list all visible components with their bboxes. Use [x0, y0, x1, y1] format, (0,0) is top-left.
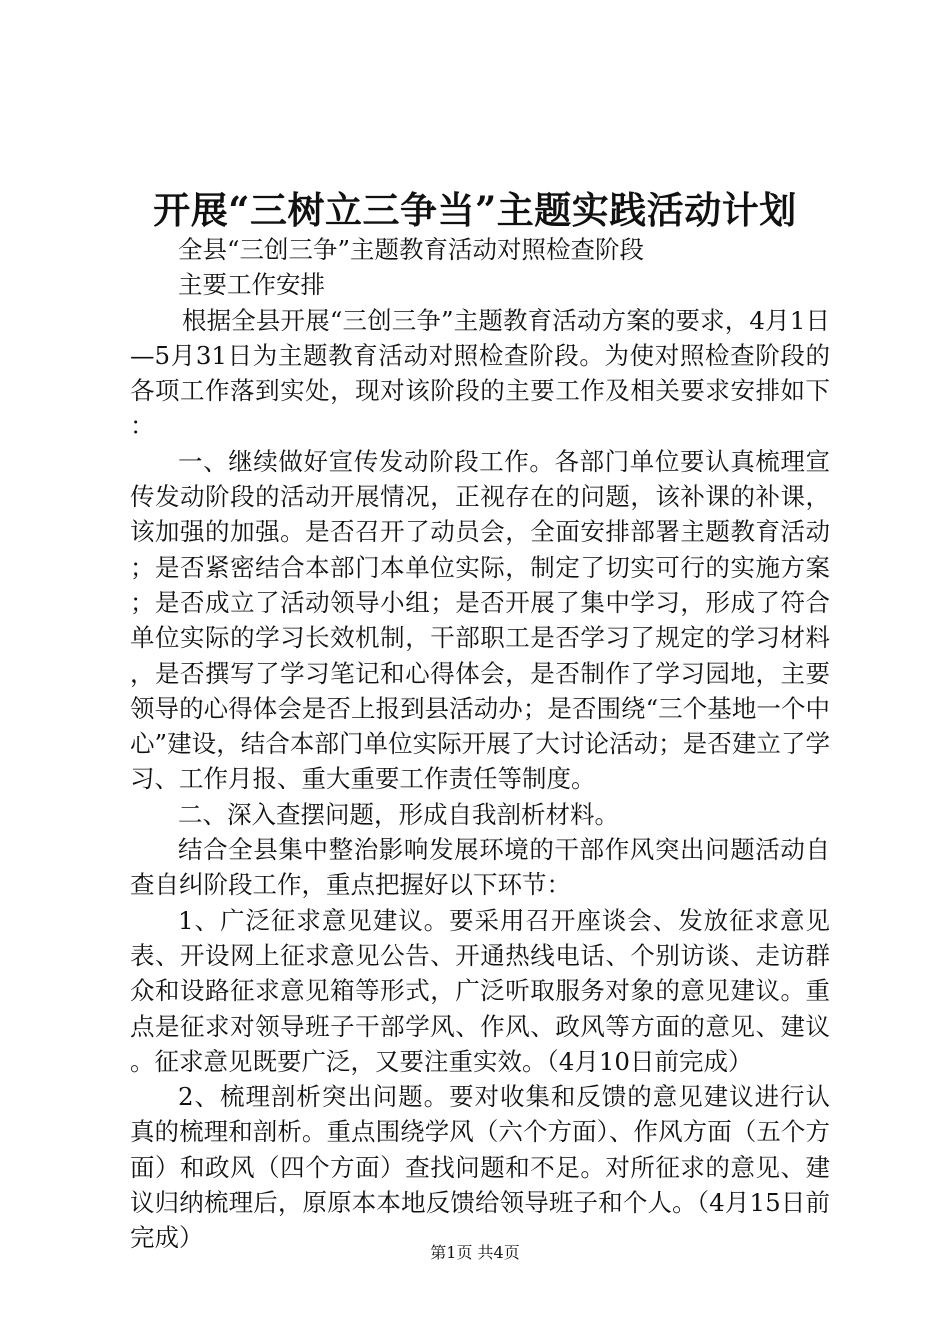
paragraph-intro: 根据全县开展“三创三争”主题教育活动方案的要求，4月1日—5月31日为主题教育活动对照检查阶段。为使对照检查阶段的各项工作落到实处，现对该阶段的主要工作及相关要求安排如下：: [130, 305, 830, 441]
document-body: [130, 232, 830, 1256]
subtitle-line-1: 全县“三创三争”主题教育活动对照检查阶段: [178, 235, 645, 264]
paragraph-section-2-intro: 结合全县集中整治影响发展环境的干部作风突出问题活动自查自纠阶段工作，重点把握好以下环节：: [130, 835, 830, 900]
document-title: 开展“三树立三争当”主题实践活动计划: [153, 188, 797, 232]
paragraph-section-2-heading: 二、深入查摆问题，形成自我剖析材料。: [178, 799, 619, 829]
paragraph-item-2: 2、梳理剖析突出问题。要对收集和反馈的意见建议进行认真的梳理和剖析。重点围绕学风（六个方面）、作风方面（五个方面）和政风（四个方面）查找问题和不足。对所征求的意见、建议归纳梳理后，原原本本地反馈给领导班子和个人。（4月15日前完成）: [130, 1082, 830, 1253]
subtitle-line-2: 主要工作安排: [178, 270, 325, 300]
page-footer: 第1页 共4页: [430, 1243, 520, 1262]
paragraph-section-1: 一、继续做好宣传发动阶段工作。各部门单位要认真梳理宣传发动阶段的活动开展情况，正视存在的问题，该补课的补课，该加强的加强。是否召开了动员会，全面安排部署主题教育活动；是否紧密结合本部门本单位实际，制定了切实可行的实施方案；是否成立了活动领导小组；是否开展了集中学习，形成了符合单位实际的学习长效机制，干部职工是否学习了规定的学习材料，是否撰写了学习笔记和心得体会，是否制作了学习园地，主要领导的心得体会是否上报到县活动办；是否围绕“三个基地一个中心”建设，结合本部门单位实际开展了大讨论活动；是否建立了学习、工作月报、重大重要工作责任等制度。: [130, 446, 830, 794]
paragraph-item-1: 1、广泛征求意见建议。要采用召开座谈会、发放征求意见表、开设网上征求意见公告、开通热线电话、个别访谈、走访群众和设路征求意见箱等形式，广泛听取服务对象的意见建议。重点是征求对领导班子干部学风、作风、政风等方面的意见、建议。征求意见既要广泛，又要注重实效。（4月10日前完成）: [130, 905, 830, 1076]
